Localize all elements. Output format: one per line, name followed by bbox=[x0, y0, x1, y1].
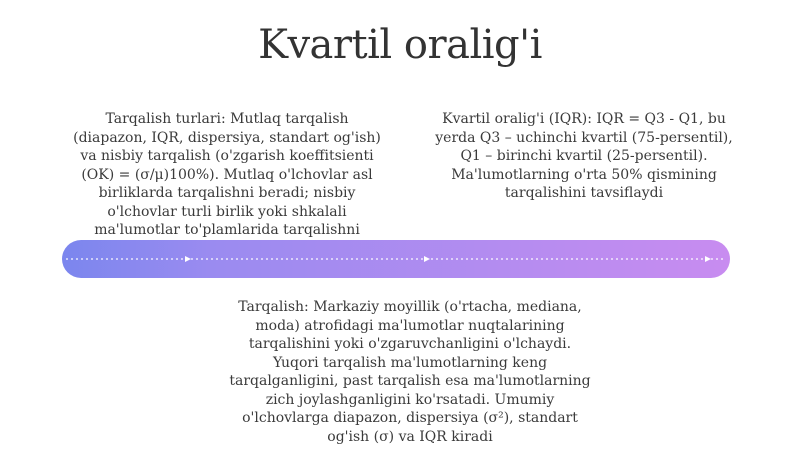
text-block-left: Tarqalish turlari: Mutlaq tarqalish (diapazon, IQR, dispersiya, standart og'ish) va nisbiy tarqalish (o'zgarish koeffitsienti (OK) = (σ/μ)100%). Mutlaq o'lchovlar asl birliklarda tarqalishni beradi; nisbiy o'lchovlar turli birlik yoki shkalali ma'lumotlar to'plamlarida tarqalishni bbox=[73, 111, 381, 238]
text-block-right: Kvartil oralig'i (IQR): IQR = Q3 - Q1, bu yerda Q3 – uchinchi kvartil (75-persentil), Q1 – birinchi kvartil (25-persentil). Ma'lumotlarning o'rta 50% qismining tarqalishini tavsiflaydi bbox=[435, 111, 733, 201]
text-block-bottom: Tarqalish: Markaziy moyillik (o'rtacha, mediana, moda) atrofidagi ma'lumotlar nuqtalarining tarqalishini yoki o'zgaruvchanligini o'lchaydi. Yuqori tarqalish ma'lumotlarning keng tarqalganligini, past tarqalish esa ma'lumotlarning zich joylashganligini ko'rsatadi. Umumiy o'lchovlarga diapazon, dispersiya (σ²), standart og'ish (σ) va IQR kiradi bbox=[229, 299, 591, 445]
page-title: Kvartil oralig'i bbox=[258, 22, 542, 68]
timeline-bar bbox=[62, 240, 730, 278]
